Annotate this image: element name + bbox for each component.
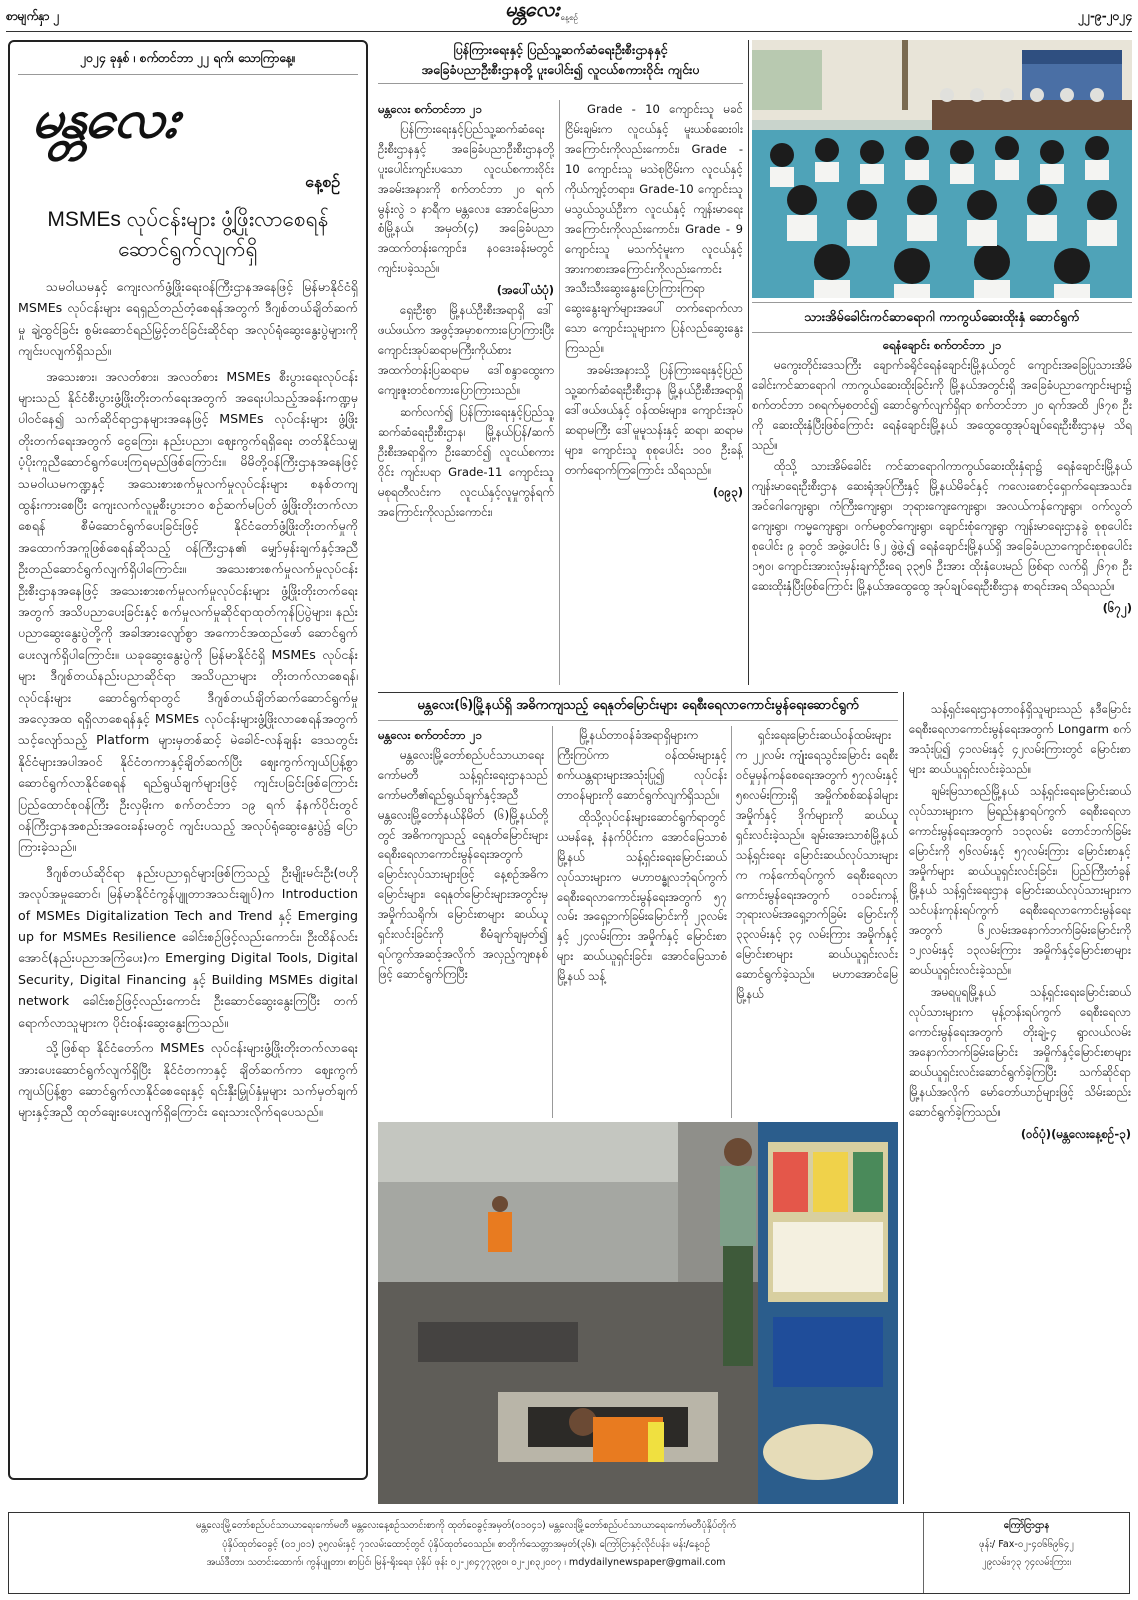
drainage-paragraph: အမရပူရမြို့နယ် သန့်ရှင်းရေးမြောင်းဆယ်လုပ်သားများက မုန့်တန်းရပ်ကွက် ရေစီးရေလာကောင်းမွန်ရေးအတွက် တိုးချဲ့-၄ ရွာလယ်လမ်းအနောက်ဘက်ခြမ်းမြောင်း အမှိုက်နှင့်မြောင်းစာများ ဆယ်ယူရှင်းလင်းဆောင်ရွက်ခဲ့ကြပြီး သက်ဆိုင်ရာမြို့နယ်အလိုက် မော်တော်ယာဉ်များဖြင့် သိမ်းဆည်းဆောင်ရွက်ခဲ့ကြသည်။ [909, 985, 1131, 1119]
youth-talk-paragraph: ဆက်လက်၍ ပြန်ကြားရေးနှင့်ပြည်သူ့ဆက်ဆံရေးဦးစီးဌာန၊ မြို့နယ်ပြန်/ဆက်ဦးစီးအရာရှိက ဦးဆောင်၍ လူငယ်စကားဝိုင်း ကျင်းပရာ Grade-11 ကျောင်းသူ မစုရတီလင်းက လူငယ်နှင့်လူမှုကွန်ရက်အကြောင်းကိုလည်းကောင်း၊ [378, 404, 554, 519]
cervical-cancer-paragraph: မကွေးတိုင်းဒေသကြီး ချောက်ခရိုင်ရေနံချောင်းမြို့နယ်တွင် ကျောင်းအခြေပြုသားအိမ်ခေါင်းကင်ဆာရောဂါ ကာကွယ်ဆေးထိုးခြင်းကို မြို့နယ်အတွင်းရှိ အခြေခံပညာကျောင်းများ၌ စက်တင်ဘာ ၁၈ရက်မှစတင်၍ ဆောင်ရွက်လျက်ရှိရာ စက်တင်ဘာ ၂၀ ရက်အထိ ၂၆၇၈ ဦးကို ဆေးထိုးနှံပြီးဖြစ်ကြောင်း ရေနံချောင်းမြို့နယ် အထွေထွေအုပ်ချုပ်ရေးဦးစီးဌာနမှ သိရသည်။ [752, 357, 1132, 452]
page-number: စာမျက်နှာ ၂ [6, 8, 60, 23]
classroom-photo [752, 40, 1132, 298]
editorial-box [8, 40, 368, 1480]
drainage-column-3 [736, 726, 898, 1118]
drainage-column-2 [557, 726, 727, 1118]
drainage-credit: (ဝဝ်ပုံ)(မန္တလေးနေ့စဉ်-၃) [1020, 1126, 1131, 1141]
editorial-paragraph: သမဝါယမနှင့် ကျေးလက်ဖွံ့ဖြိုးရေးဝန်ကြီးဌာနအနေဖြင့် မြန်မာနိုင်ငံရှိ MSMEs လုပ်ငန်းများ ရေရှည်တည်တံ့စေရန်အတွက် ဒီဂျစ်တယ်ချိတ်ဆက်မှု ချဲ့ထွင်ခြင်း စွမ်းဆောင်ရည်မြှင့်တင်ခြင်းဆိုင်ရာ အလုပ်ရုံဆွေးနွေးပွဲများကို ကျင်းပလျက်ရှိသည်။ [18, 278, 358, 359]
editorial-date: ၂၀၂၄ ခုနှစ် ၊ စက်တင်ဘာ ၂၂ ရက်၊ သောကြာနေ့။ [18, 50, 358, 75]
youth-talk-paragraph: Grade - 10 ကျောင်းသူ မခင်ငြိမ်းချမ်းက လူငယ်နှင့် မူးယစ်ဆေးဝါးအကြောင်းကိုလည်းကောင်း၊ Grade - 10 ကျောင်းသူ မသဲစုငြိမ်းက လူငယ်နှင့် ကိုယ်ကျင့်တရား၊ Grade-10 ကျောင်းသူ မသွယ်သွယ်ဦးက လူငယ်နှင့် ကျန်းမာရေးအကြောင်းကိုလည်းကောင်း၊ Grade - 9 ကျောင်းသူ မသက်ငုံမူးက လူငယ်နှင့် အားကစားအကြောင်းကိုလည်းကောင်း အသီးသီးဆွေးနွေးပြောကြားကြရာ ဆွေးနွေးချက်များအပေါ် တက်ရောက်လာသော ကျောင်းသူများက ပြန်လည်ဆွေးနွေးကြသည်။ [565, 102, 743, 356]
youth-talk-headline-line-2: အခြေခံပညာဦးစီးဌာနတို့ ပူးပေါင်း၍ လူငယ်စကားဝိုင်း ကျင်းပ [421, 61, 700, 77]
editorial-headline [18, 205, 358, 266]
editorial-headline-line-2: ဆောင်ရွက်လျက်ရှိ [118, 238, 258, 262]
footer-ad-dept [924, 1513, 1129, 1593]
header-logo [505, 0, 635, 26]
drainage-paragraph: ရှင်းရေးမြောင်းဆယ်ဝန်ထမ်းများက ၂၂လမ်း ကျုံးရေသွင်းမြောင်း ရေစီးဝင်မှုမှန်ကန်စေရေးအတွက် ၅၇လမ်းနှင့် ၅၈လမ်းကြားရှိ အမှိုက်စစ်ဆန်ခါများ အမှိုက်နှင့် ဒိုက်များကို ဆယ်ယူရှင်းလင်းခဲ့သည်။ ချမ်းအေးသာစံမြို့နယ် သန့်ရှင်းရေး မြောင်းဆယ်လုပ်သားများက ကန်ကော်ရပ်ကွက် ရေစီးရေလာကောင်းမွန်ရေးအတွက် ၀၁ခင်းကန့်ဘုရားလမ်းအရှေ့ဘက်ခြမ်း မြောင်းကို ၃၃လမ်းနှင့် ၃၄ လမ်းကြား အမှိုက်နှင့် မြောင်းစာများ ဆယ်ယူရှင်းလင်းဆောင်ရွက်ခဲ့သည်။ မဟာအောင်မြေမြို့နယ် [736, 728, 898, 1002]
drainage-column-1 [378, 726, 548, 1118]
youth-talk-byline: မန္တလေး စက်တင်ဘာ ၂၁ [378, 102, 482, 116]
drainage-byline: မန္တလေး စက်တင်ဘာ ၂၁ [378, 728, 482, 742]
footer-line: ပုံနှိပ်ထုတ်ဝေခွင့် (၀၁၂၀၁) ၃၅လမ်းနှင့် ၇၁လမ်းထောင့်တွင် ပုံနှိပ်ထုတ်ဝေသည်။ စာတိုက်သေတ္တာအမှတ်(၃၆)၊ ကြော်ငြာနှင့်လိုင်ပန်း၊ မန်း/နေ့ဝဉ် [222, 1538, 710, 1550]
drain-cleaning-photo [378, 1122, 898, 1504]
drainage-paragraph: ထိုသို့လုပ်ငန်းများဆောင်ရွက်ရာတွင် ယမန်နေ့ နံနက်ပိုင်းက အောင်မြေသာစံမြို့နယ် သန့်ရှင်းရေးမြောင်းဆယ်လုပ်သားများက မဟာဗန္ဓုလဘုံရပ်ကွက် ရေစီးရေလာကောင်းမွန်ရေးအတွက် ၅၇ လမ်း အရှေ့ဘက်ခြမ်းမြောင်းကို ၂၃လမ်းနှင့် ၂၄လမ်းကြား အမှိုက်နှင့် မြောင်းစာများ ဆယ်ယူရှင်းခြင်း၊ အောင်မြေသာစံမြို့နယ် သန့် [557, 809, 727, 984]
footer-publisher-info [9, 1513, 924, 1593]
issue-date: ၂၂-၉-၂၀၂၄ [1078, 8, 1132, 23]
cervical-cancer-byline: ရေနံချောင်း စက်တင်ဘာ ၂၁ [882, 338, 1002, 352]
drainage-column-4 [909, 700, 1131, 1504]
editorial-paragraph: သို့ဖြစ်ရာ နိုင်ငံတော်က MSMEs လုပ်ငန်းများဖွံ့ဖြိုးတိုးတက်လာရေး အားပေးဆောင်ရွက်လျက်ရှိပြီး နိုင်ငံတကာနှင့် ချိတ်ဆက်ကာ ဈေးကွက်ကျယ်ပြန့်စွာ ဆောင်ရွက်လာနိုင်စေရေးနှင့် ရင်းနှီးမြှုပ်နှံမှုများ သက်မှတ်ချက်များနှင့်အညီ ထုတ်ချေးပေးလျက်ရှိကြောင်း ရေးသားလိုက်ရပေသည်။ [18, 1040, 358, 1120]
editorial-paragraph: ဒီဂျစ်တယ်ဆိုင်ရာ နည်းပညာရှင်များဖြစ်ကြသည့် ဦးမျိုးမင်းဦး(ဗဟိုအလုပ်အမှုဆောင်၊ မြန်မာနိုင်ငံကွန်ပျူတာအသင်းချုပ်)က Introduction of MSMEs Digitalization Tech and Trend နှင့် Emerging up for MSMEs Resilience ခေါင်းစဉ်ဖြင့်လည်းကောင်း၊ ဦးထိန်လင်းအောင်(နည်းပညာအကြံပေး)က Emerging Digital Tools, Digital Security, Digital Financing နှင့် Building MSMEs digital network ခေါင်းစဉ်ဖြင့်လည်းကောင်း ဦးဆောင်ဆွေးနွေးကြပြီး တက်ရောက်လာသူများက ပိုင်းဝန်းဆွေးနွေးကြသည်။ [18, 864, 358, 1030]
editorial-headline-line-1: MSMEs လုပ်ငန်းများ ဖွံ့ဖြိုးလာစေရန် [47, 208, 329, 231]
youth-talk-column-1 [378, 100, 554, 685]
editorial-paragraph: အသေးစား၊ အလတ်စား၊ အလတ်စား MSMEs စီးပွားရေးလုပ်ငန်းများသည် နိုင်ငံစီးပွားဖွံ့ဖြိုးတိုးတက်ရေးအတွက် အရေးပါသည့်အခန်းကဏ္ဍမှ ပါဝင်နေ၍ သက်ဆိုင်ရာဌာနများအနေဖြင့် MSMEs လုပ်ငန်းများ ဖွံ့ဖြိုးတိုးတက်ရေးအတွက် ငွေကြေး၊ နည်းပညာ၊ ဈေးကွက်ရရှိရေး တတ်နိုင်သမျှပံ့ပိုးကူညီဆောင်ရွက်ပေးကြရမည်ဖြစ်ကြောင်း။ မိမိတို့ဝန်ကြီးဌာနအနေဖြင့် သမဝါယမကဏ္ဍနှင့် အသေးစားစက်မှုလက်မှုလုပ်ငန်းများ စနစ်တကျ ထွန်းကားစေပြီး ကျေးလက်လူမှုစီးပွားဘဝ စဉ်ဆက်မပြတ် ဖွံ့ဖြိုးတိုးတက်လာစေရန် စီမံဆောင်ရွက်ပေးခြင်းဖြင့် နိုင်ငံတော်ဖွံ့ဖြိုးတိုးတက်မှုကို အထောက်အကူဖြစ်စေရန်ဆိုသည့် ဝန်ကြီးဌာန၏ မျှော်မှန်းချက်နှင့်အညီ ဦးတည်ဆောင်ရွက်လျက်ရှိပါကြောင်း။ အသေးစားစက်မှုလက်မှုလုပ်ငန်း ဦးစီးဌာနအနေဖြင့် အသေးစားစက်မှုလက်မှုလုပ်ငန်းများ ဖွံ့ဖြိုးတိုးတက်ရေးအတွက် အသိပညာပေးခြင်းနှင့် စက်မှုလက်မှုဆိုင်ရာထုတ်ကုန်ပြပွဲများ၊ နည်းပညာဆွေးနွေးပွဲတို့ကို အခါအားလျော်စွာ အကောင်အထည်ဖော် ဆောင်ရွက်ပေးလျက်ရှိပါကြောင်း။ ယခုဆွေးနွေးပွဲကို မြန်မာနိုင်ငံရှိ MSMEs လုပ်ငန်းများ ဒီဂျစ်တယ်နည်းပညာဆိုင်ရာ အသိပညာများ တိုးတက်လာစေရန်၊ လုပ်ငန်းများ ဆောင်ရွက်ရာတွင် ဒီဂျစ်တယ်ချိတ်ဆက်ဆောင်ရွက်မှုအလေ့အထ ရရှိလာစေရန်နှင့် MSMEs လုပ်ငန်းများဖွံ့ဖြိုးလာစေရန်အတွက် သင့်လျော်သည့် Platform များမှတစ်ဆင့် မဲခေါင်-လန်ချန်း ဒေသတွင်းနိုင်ငံများအပါအဝင် နိုင်ငံတကာနှင့်ချိတ်ဆက်ပြီး ဈေးကွက်ကျယ်ပြန့်စွာ ဆောင်ရွက်လာနိုင်စေရန် ရည်ရွယ်ချက်များဖြင့် ကျင်းပခြင်းဖြစ်ကြောင်း ပြည်ထောင်စုဝန်ကြီး ဦးလှမိုးက စက်တင်ဘာ ၁၉ ရက် နံနက်ပိုင်းတွင် ဝန်ကြီးဌာနအစည်းအဝေးခန်းမတွင် ကျင်းပသည့် အလုပ်ရုံဆွေးနွေးပွဲ၌ ပြောကြားခဲ့သည်။ [18, 368, 358, 855]
footer-imprint [8, 1512, 1130, 1594]
editorial-body [18, 276, 358, 1123]
drainage-paragraph: မန္တလေးမြို့တော်စည်ပင်သာယာရေးကော်မတီ သန့်ရှင်းရေးဌာနသည် ကော်မတီ၏ရည်ရွယ်ချက်နှင့်အညီ မန္တလေးမြို့တော်နယ်နိမိတ် (၆)မြို့နယ်တို့တွင် အဓိကကျသည့် ရေနုတ်မြောင်းများ ရေစီးရေလာကောင်းမွန်ရေးအတွက် မြောင်းလုပ်သားများဖြင့် နေ့စဉ်အဓိကမြောင်းများ၊ ရေနုတ်မြောင်းများအတွင်းမှ အမှိုက်သရိုက်၊ မြောင်းစာများ ဆယ်ယူရှင်းလင်းခြင်းကို စီမံချက်ချမှတ်၍ ရပ်ကွက်အဆင့်အလိုက် အလှည့်ကျစနစ်ဖြင့် ဆောင်ရွက်ကြပြီး [378, 747, 548, 982]
youth-talk-headline-line-1: ပြန်ကြားရေးနှင့် ပြည်သူ့ဆက်ဆံရေးဦးစီးဌာနနှင့် [453, 42, 668, 57]
drainage-paragraph: မြို့နယ်တာဝန်ခံအရာရှိများက ကြီးကြပ်ကာ ဝန်ထမ်းများနှင့် စက်ယန္တရားများအသုံးပြု၍ လုပ်ငန်းတာဝန်များကို ဆောင်ရွက်လျက်ရှိသည်။ [557, 728, 727, 802]
drainage-paragraph: သန့်ရှင်းရေးဌာနတာဝန်ရှိသူများသည် နဒီမြောင်း ရေစီးရေလာကောင်းမွန်ရေးအတွက် Longarm စက်အသုံးပြု၍ ၄၁လမ်းနှင့် ၄၂လမ်းကြားတွင် မြောင်းစာများ ဆယ်ယူရှင်းလင်းခဲ့သည်။ [909, 702, 1131, 776]
cervical-cancer-paragraph: ထိုသို့ သားအိမ်ခေါင်း ကင်ဆာရောဂါကာကွယ်ဆေးထိုးနှံရာ၌ ရေနံချောင်းမြို့နယ် ကျန်းမာရေးဦးစီးဌာန ဆေးရုံအုပ်ကြီးနှင့် မြို့နယ်မိခင်နှင့် ကလေးစောင့်ရှောက်ရေးအသင်း၊ အင်ဂေါကျေးရွာ၊ ကံကြီးကျေးရွာ၊ ဘုရားကျေးကျေးရွာ၊ အလယ်ကန်ကျေးရွာ၊ ဝက်လွတ်ကျေးရွာ၊ ကမ္မကျေးရွာ၊ ဝက်မစွတ်ကျေးရွာ၊ ချောင်းစုံကျေးရွာ ကျန်းမာရေးဌာနခွဲ စုစုပေါင်းစုပေါင်း ၉ ခုတွင် အဖွဲ့ပေါင်း ၆၂ ဖွဲ့ဖွဲ့၍ ရေနံချောင်းမြို့နယ်ရှိ အခြေခံပညာကျောင်းစုစုပေါင်း ၁၅၀၊ ကျောင်းအားလုံးမှန်းချက်ဦးရေ ၃၃၅၆ ဦးအား ထိုးနှံပေးမည် ဖြစ်ရာ လက်ရှိ ၂၆၇၈ ဦး ဆေးထိုးနှံပြီးဖြစ်ကြောင်း မြို့နယ်အထွေထွေ အုပ်ချုပ်ရေးဦးစီးဌာန စာရင်းအရ သိရသည်။ [752, 459, 1132, 594]
column-divider [559, 100, 560, 685]
column-divider [731, 726, 732, 1118]
classroom-photo-image [752, 40, 1132, 298]
masthead-logo: မန္တလေး [28, 86, 181, 150]
footer-ad-heading: ကြော်ငြာဌာန [1003, 1520, 1050, 1531]
cervical-cancer-code: (၆၇၂) [1102, 601, 1132, 616]
cervical-cancer-headline: သားအိမ်ခေါင်းကင်ဆာရောဂါ ကာကွယ်ဆေးထိုးနှံ ဆောင်ရွက် [752, 302, 1132, 333]
masthead [18, 81, 358, 201]
youth-talk-headline [378, 40, 743, 84]
cervical-cancer-article [752, 336, 1132, 686]
header-logo-main: မန္တလေး [505, 0, 559, 21]
column-divider [903, 692, 904, 1504]
youth-talk-code: (၀၉၃) [712, 484, 743, 499]
header-logo-sub: နေ့စဉ် [560, 13, 578, 22]
column-divider [552, 726, 553, 1118]
footer-ad-line: ဖုန်း/ Fax-၀၂-၄၀၆၆၉၆၄၂ [979, 1538, 1074, 1550]
footer-ad-line: ၂၉လမ်း၊၇၃ ၇၄လမ်းကြား၊ [982, 1557, 1071, 1569]
drainage-paragraph: ချမ်းမြသာစည်မြို့နယ် သန့်ရှင်းရေးမြောင်းဆယ်လုပ်သားများက မြရည်နန္ဒာရပ်ကွက် ရေစီးရေလာကောင်းမွန်ရေးအတွက် ၁၁၃လမ်း တောင်ဘက်ခြမ်းမြောင်းကို ၅၆လမ်းနှင့် ၅၇လမ်းကြား မြောင်းစာနှင့်အမှိုက်များ ဆယ်ယူရှင်းလင်းခြင်း၊ ပြည်ကြီးတံခွန်မြို့နယ် သန့်ရှင်းရေးဌာန မြောင်းဆယ်လုပ်သားများက သင်ပန်းကုန်းရပ်ကွက် ရေစီးရေလာကောင်းမွန်ရေးအတွက် ၆၂လမ်းအနောက်ဘက်ခြမ်းမြောင်းကို ၁၂လမ်းနှင့် ၁၃လမ်းကြား အမှိုက်နှင့်မြောင်းစာများ ဆယ်ယူရှင်းလင်းခဲ့သည်။ [909, 783, 1131, 978]
column-divider [748, 40, 749, 685]
youth-talk-paragraph: ရှေးဦးစွာ မြို့နယ်ဦးစီးအရာရှိ ဒေါ်ဖယ်ဖယ်က အဖွင့်အမှာစကားပြောကြားပြီး ကျောင်းအုပ်ဆရာမကြီးကိုယ်စား အထက်တန်းပြဆရာမ ဒေါ်စန္ဒာထွေးက ကျေးဇူးတင်စကားပြောကြားသည်။ [378, 303, 554, 397]
youth-talk-paragraph: အခမ်းအနားသို့ ပြန်ကြားရေးနှင့်ပြည်သူ့ဆက်ဆံရေးဦးစီးဌာန မြို့နယ်ဦးစီးအရာရှိ ဒေါ်ဖယ်ဖယ်နှင့် ဝန်ထမ်းများ၊ ကျောင်းအုပ်ဆရာမကြီး ဒေါ်မူမူသန်းနှင့် ဆရာ၊ ဆရာမများ၊ ကျောင်းသူ စုစုပေါင်း ၁၀၀ ဦးခန့် တက်ရောက်ကြကြောင်း သိရသည်။ [565, 363, 743, 477]
drainage-headline: မန္တလေး(၆)မြို့နယ်ရှိ အဓိကကျသည့် ရေနုတ်မြောင်းများ ရေစီးရေလာကောင်းမွန်ရေးဆောင်ရွက် [378, 692, 898, 721]
youth-talk-photo-credit: (အပေါ်ယံပုံ) [496, 283, 554, 298]
footer-line: အယ်ဒီတာ၊ သတင်းထောက်၊ ကွန်ပျူတာ၊ စာပြင်၊ မြန်-ရိုးရေး၊ ပုံနှိပ် ဖုန်း ၀၂-၂၈၄၇၇၃၉၀၊ ၀၂-၂၈၃၂၀၀၇ ၊ mdydailynewspaper@gmail.com [206, 1557, 726, 1569]
youth-talk-paragraph: ပြန်ကြားရေးနှင့်ပြည်သူ့ဆက်ဆံရေးဦးစီးဌာနနှင့် အခြေခံပညာဦးစီးဌာနတို့ ပူးပေါင်းကျင်းပသော လူငယ်စကားဝိုင်း အခမ်းအနားကို စက်တင်ဘာ ၂၀ ရက် မွန်းလွဲ ၁ နာရီက မန္တလေး၊ အောင်မြေသာစံမြို့နယ်၊ အမှတ်(၄) အခြေခံပညာအထက်တန်းကျောင်း၊ နဝဒေးခန်းမတွင် ကျင်းပခဲ့သည်။ [378, 121, 554, 276]
drain-cleaning-photo-image [378, 1122, 898, 1504]
footer-line: မန္တလေးမြို့တော်စည်ပင်သာယာရေးကော်မတီ မန္တလေးနေ့စဉ်သတင်းစာကို ထုတ်ဝေခွင့်အမှတ်(၀၁၀၄၁) မန္တလေးမြို့တော်စည်ပင်သာယာရေးကော်မတီပုံနှိပ်တိုက် [195, 1520, 737, 1531]
youth-talk-column-2 [565, 100, 743, 685]
masthead-sub: နေ့စဉ် [305, 172, 340, 191]
